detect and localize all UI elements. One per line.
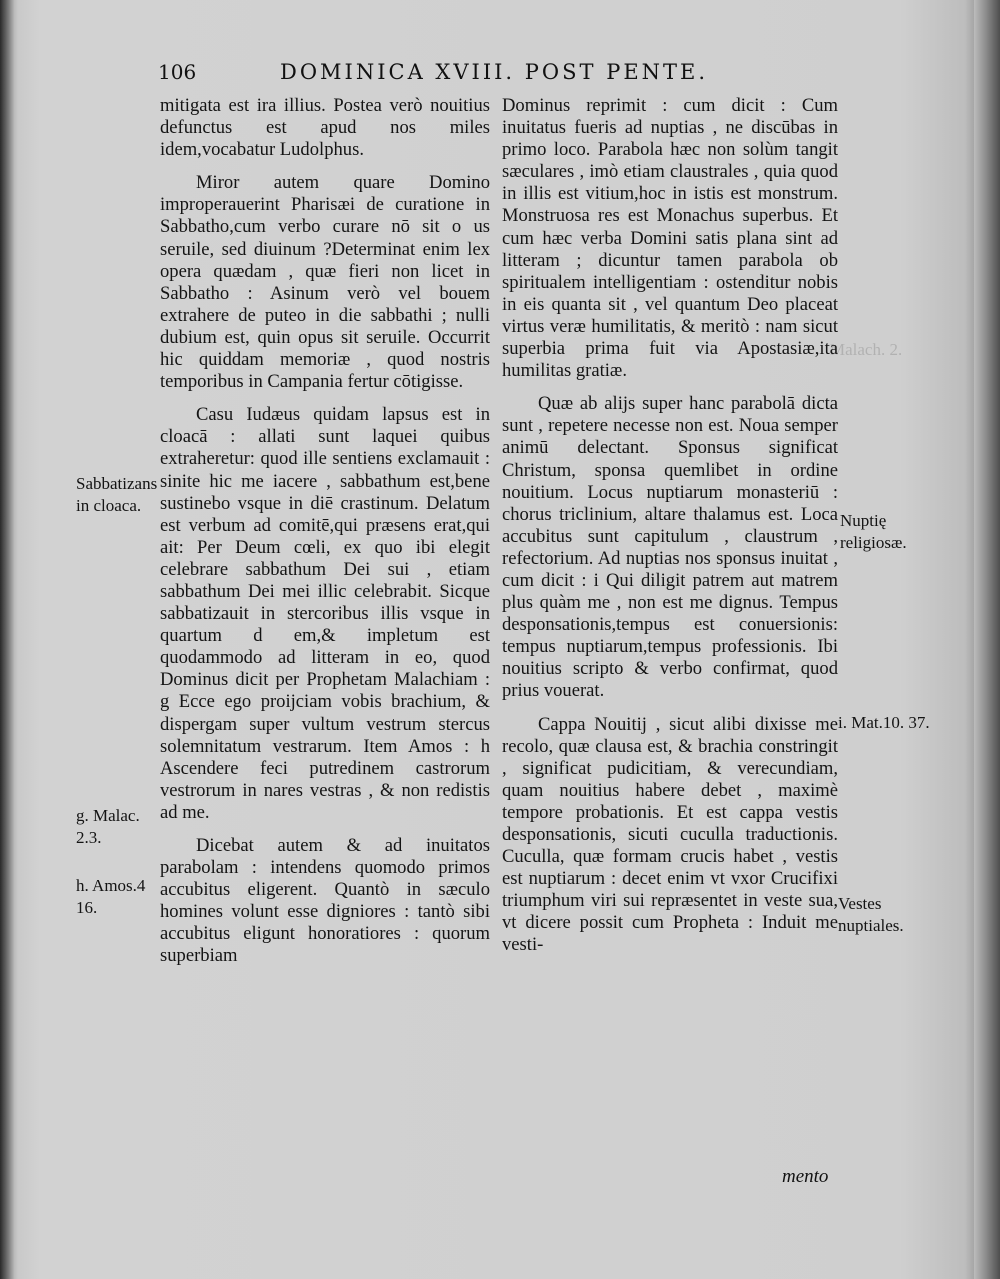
- margin-note-nuptiae: Nuptię religiosæ.: [840, 511, 907, 552]
- right-text-column: [502, 95, 838, 968]
- left-paragraph-2: Miror autem quare Domino improperauerint Pharisæi de curatione in Sabbatho,cum verbo curare nō sit o us seruile, sed diuinum ?Determinat enim lex opera quædam , quæ fieri non licet in Sabbatho : Asinum verò vel bouem extrahere de puteo in die sabbathi ; nulli dubium est, quin opus sit seruile. Occurrit hic quiddam memoriæ , quod nostris temporibus in Campania fertur cōtigisse.: [160, 172, 490, 393]
- margin-note-amos: h. Amos.4 16.: [76, 876, 146, 917]
- margin-note-vestes: Vestes nuptiales.: [838, 894, 904, 935]
- margin-note-malachi: g. Malac. 2.3.: [76, 806, 140, 847]
- binding-shadow: [0, 0, 14, 1279]
- margin-note-sabbatizans: Sabbatizans in cloaca.: [76, 474, 158, 515]
- right-paragraph-3: Cappa Nouitij , sicut alibi dixisse me recolo, quæ clausa est, & brachia constringit , significat pudicitiam, & verecundiam, quam nouitius habere debet , maximè tempore probationis. Et est cappa vestis desponsationis, sicuti cuculla traductionis. Cuculla, quæ formam crucis habet , vestis est nuptiarum : decet enim vt vxor Crucifixi triumphum viri sui repræsentet in veste sua, vt dicere possit cum Propheta : Induit me vesti-: [502, 713, 838, 956]
- catchword: mento: [782, 1166, 829, 1187]
- left-text-column: [160, 95, 490, 979]
- right-paragraph-2: Quæ ab alijs super hanc parabolā dicta sunt , repetere necesse non est. Noua semper animū delectant. Sponsus significat Christum, sponsa quemlibet in ordine nouitium. Locus nuptiarum monasteriū : chorus triclinium, altare thalamus est. Loca accubitus sunt capitulum , claustrum , refectorium. Ad nuptias nos sponsus inuitat , cum dicit : i Qui diligit patrem aut matrem plus quàm me , non est me dignus. Tempus desponsationis,tempus est conuersionis: tempus nuptiarum,tempus professionis. Ibi nouitius scripto & verbo confirmat, quod prius vouerat.: [502, 393, 838, 702]
- margin-note-matthew: i. Mat.10. 37.: [838, 713, 930, 732]
- running-head: DOMINICA XVIII. POST PENTE.: [280, 60, 709, 84]
- left-paragraph-4: Dicebat autem & ad inuitatos parabolam : intendens quomodo primos accubitus eligerent. Quantò in sæculo homines volunt esse digniores : tantò sibi accubitus eligunt honoratiores : quorum superbiam: [160, 835, 490, 967]
- page-number: 106: [158, 60, 197, 84]
- page-edge-shadow: [974, 0, 1000, 1279]
- left-paragraph-1: mitigata est ira illius. Postea verò nouitius defunctus est apud nos miles idem,vocabatur Ludolphus.: [160, 95, 490, 161]
- bleed-through-text: Malach. 2.: [830, 340, 903, 359]
- right-paragraph-1: Dominus reprimit : cum dicit : Cum inuitatus fueris ad nuptias , ne discūbas in primo loco. Parabola hæc non solùm tangit sæculares , imò etiam claustrales , quia quod in illis est vitium,hoc in istis est monstrum. Monstruosa res est Monachus superbus. Et cum hæc verba Domini satis plana sint ad litteram ; dicuntur tamen parabola ob spiritualem intelligentiam : ostenditur nobis in eis quanta sit , vel quantum Deo placeat virtus veræ humilitatis, & meritò : nam sicut superbia prima fuit via Apostasiæ,ita humilitas gratiæ.: [502, 95, 838, 382]
- left-paragraph-3: Casu Iudæus quidam lapsus est in cloacā : allati sunt laquei quibus extraheretur: quod ille sentiens exclamauit : sinite hic me iacere , sabbathum est,bene sustinebo vsque in diē crastinum. Delatum est verbum ad comitē,qui præsens erat,qui ait: Per Deum cœli, ex quo ibi elegit celebrare sabbathum Dei sui , etiam sabbathum Dei mei illic celebrabit. Sicque sabbatizauit in stercoribus illis vsque in quartum d em,& impletum est quodammodo ad litteram in eo, quod Dominus dicit per Prophetam Malachiam : g Ecce ego proijciam vobis brachium, & dispergam super vultum vestrum stercus solemnitatum vestrarum. Item Amos : h Ascendere feci putredinem castrorum vestrorum in nares vestras , & non redistis ad me.: [160, 404, 490, 823]
- page-header: [158, 60, 858, 92]
